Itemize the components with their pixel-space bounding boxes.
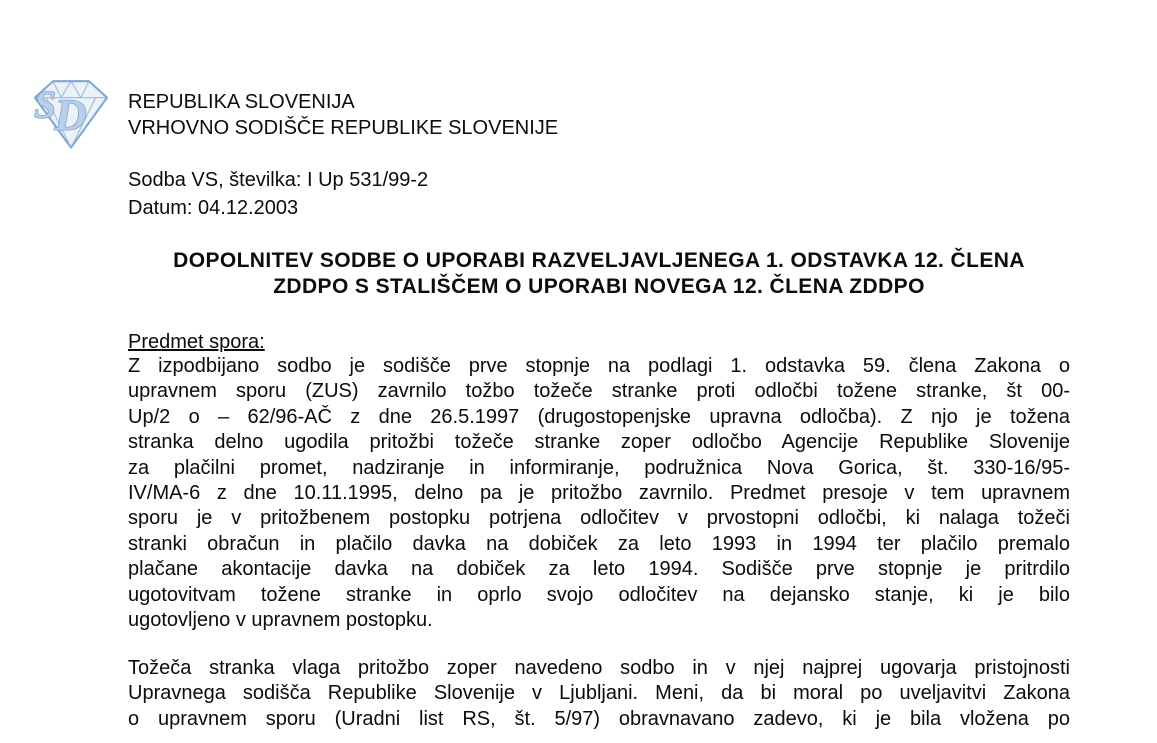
case-info xyxy=(128,166,428,222)
paragraph-line: Up/2 o – 62/96-AČ z dne 26.5.1997 (drugostopenjske upravna odločba). Z njo je tožena xyxy=(128,405,1070,428)
org-line-country: REPUBLIKA SLOVENIJA xyxy=(128,91,355,113)
paragraph-line: ugotovljeno v upravnem postopku. xyxy=(128,609,433,632)
paragraph-line: plačane akontacije davka na dobiček za leto 1994. Sodišče prve stopnje je pritrdilo xyxy=(128,558,1070,581)
paragraph-line: IV/MA-6 z dne 10.11.1995, delno pa je pritožbo zavrnilo. Predmet presoje v tem upravnem xyxy=(128,482,1070,505)
paragraph-line: Tožeča stranka vlaga pritožbo zoper navedeno sodbo in v njej najprej ugovarja pristojnosti xyxy=(128,657,1070,679)
logo-letter-d: D xyxy=(54,90,87,140)
title-line-1: DOPOLNITEV SODBE O UPORABI RAZVELJAVLJENEGA 1. ODSTAVKA 12. ČLENA xyxy=(173,249,1025,272)
paragraph-1 xyxy=(128,354,1070,633)
paragraph-line: o upravnem sporu (Uradni list RS, št. 5/97) obravnavano zadevo, ki je bila vložena po xyxy=(128,707,1070,730)
case-date-line: Datum: 04.12.2003 xyxy=(128,197,299,219)
paragraph-line: upravnem sporu (ZUS) zavrnilo tožbo tožeče stranke proti odločbi tožene stranke, št 00- xyxy=(128,380,1070,403)
paragraph-2 xyxy=(128,656,1070,732)
section-heading-predmet-spora: Predmet spora: xyxy=(128,331,265,353)
logo-letter-s: S xyxy=(34,82,56,127)
paragraph-line: za plačilni promet, nadziranje in informiranje, podružnica Nova Gorica, št. 330-16/95- xyxy=(128,456,1070,479)
paragraph-line: stranka delno ugodila pritožbi tožeče stranke zoper odločbo Agencije Republike Slovenije xyxy=(128,431,1070,454)
paragraph-line: stranki obračun in plačilo davka na dobiček za leto 1993 in 1994 ter plačilo premalo xyxy=(128,532,1070,555)
paragraph-line: ugotovitvam tožene stranke in oprlo svojo odločitev na dejansko stanje, ki je bilo xyxy=(128,583,1070,606)
title-line-2: ZDDPO S STALIŠČEM O UPORABI NOVEGA 12. ČLENA ZDDPO xyxy=(273,274,925,298)
supreme-court-sd-diamond-logo-icon xyxy=(30,77,112,151)
paragraph-line: Z izpodbijano sodbo je sodišče prve stopnje na podlagi 1. odstavka 59. člena Zakona o xyxy=(128,355,1070,377)
org-line-court: VRHOVNO SODIŠČE REPUBLIKE SLOVENIJE xyxy=(128,117,559,139)
case-number-line: Sodba VS, številka: I Up 531/99-2 xyxy=(128,169,429,191)
paragraph-line: sporu je v pritožbenem postopku potrjena odločitev v prvostopni odločbi, ki nalaga tožeči xyxy=(128,507,1070,530)
paragraph-line: Upravnega sodišča Republike Slovenije v Ljubljani. Meni, da bi moral po uveljavitvi Zakona xyxy=(128,682,1070,705)
org-header xyxy=(128,89,558,141)
document-title xyxy=(128,248,1070,299)
